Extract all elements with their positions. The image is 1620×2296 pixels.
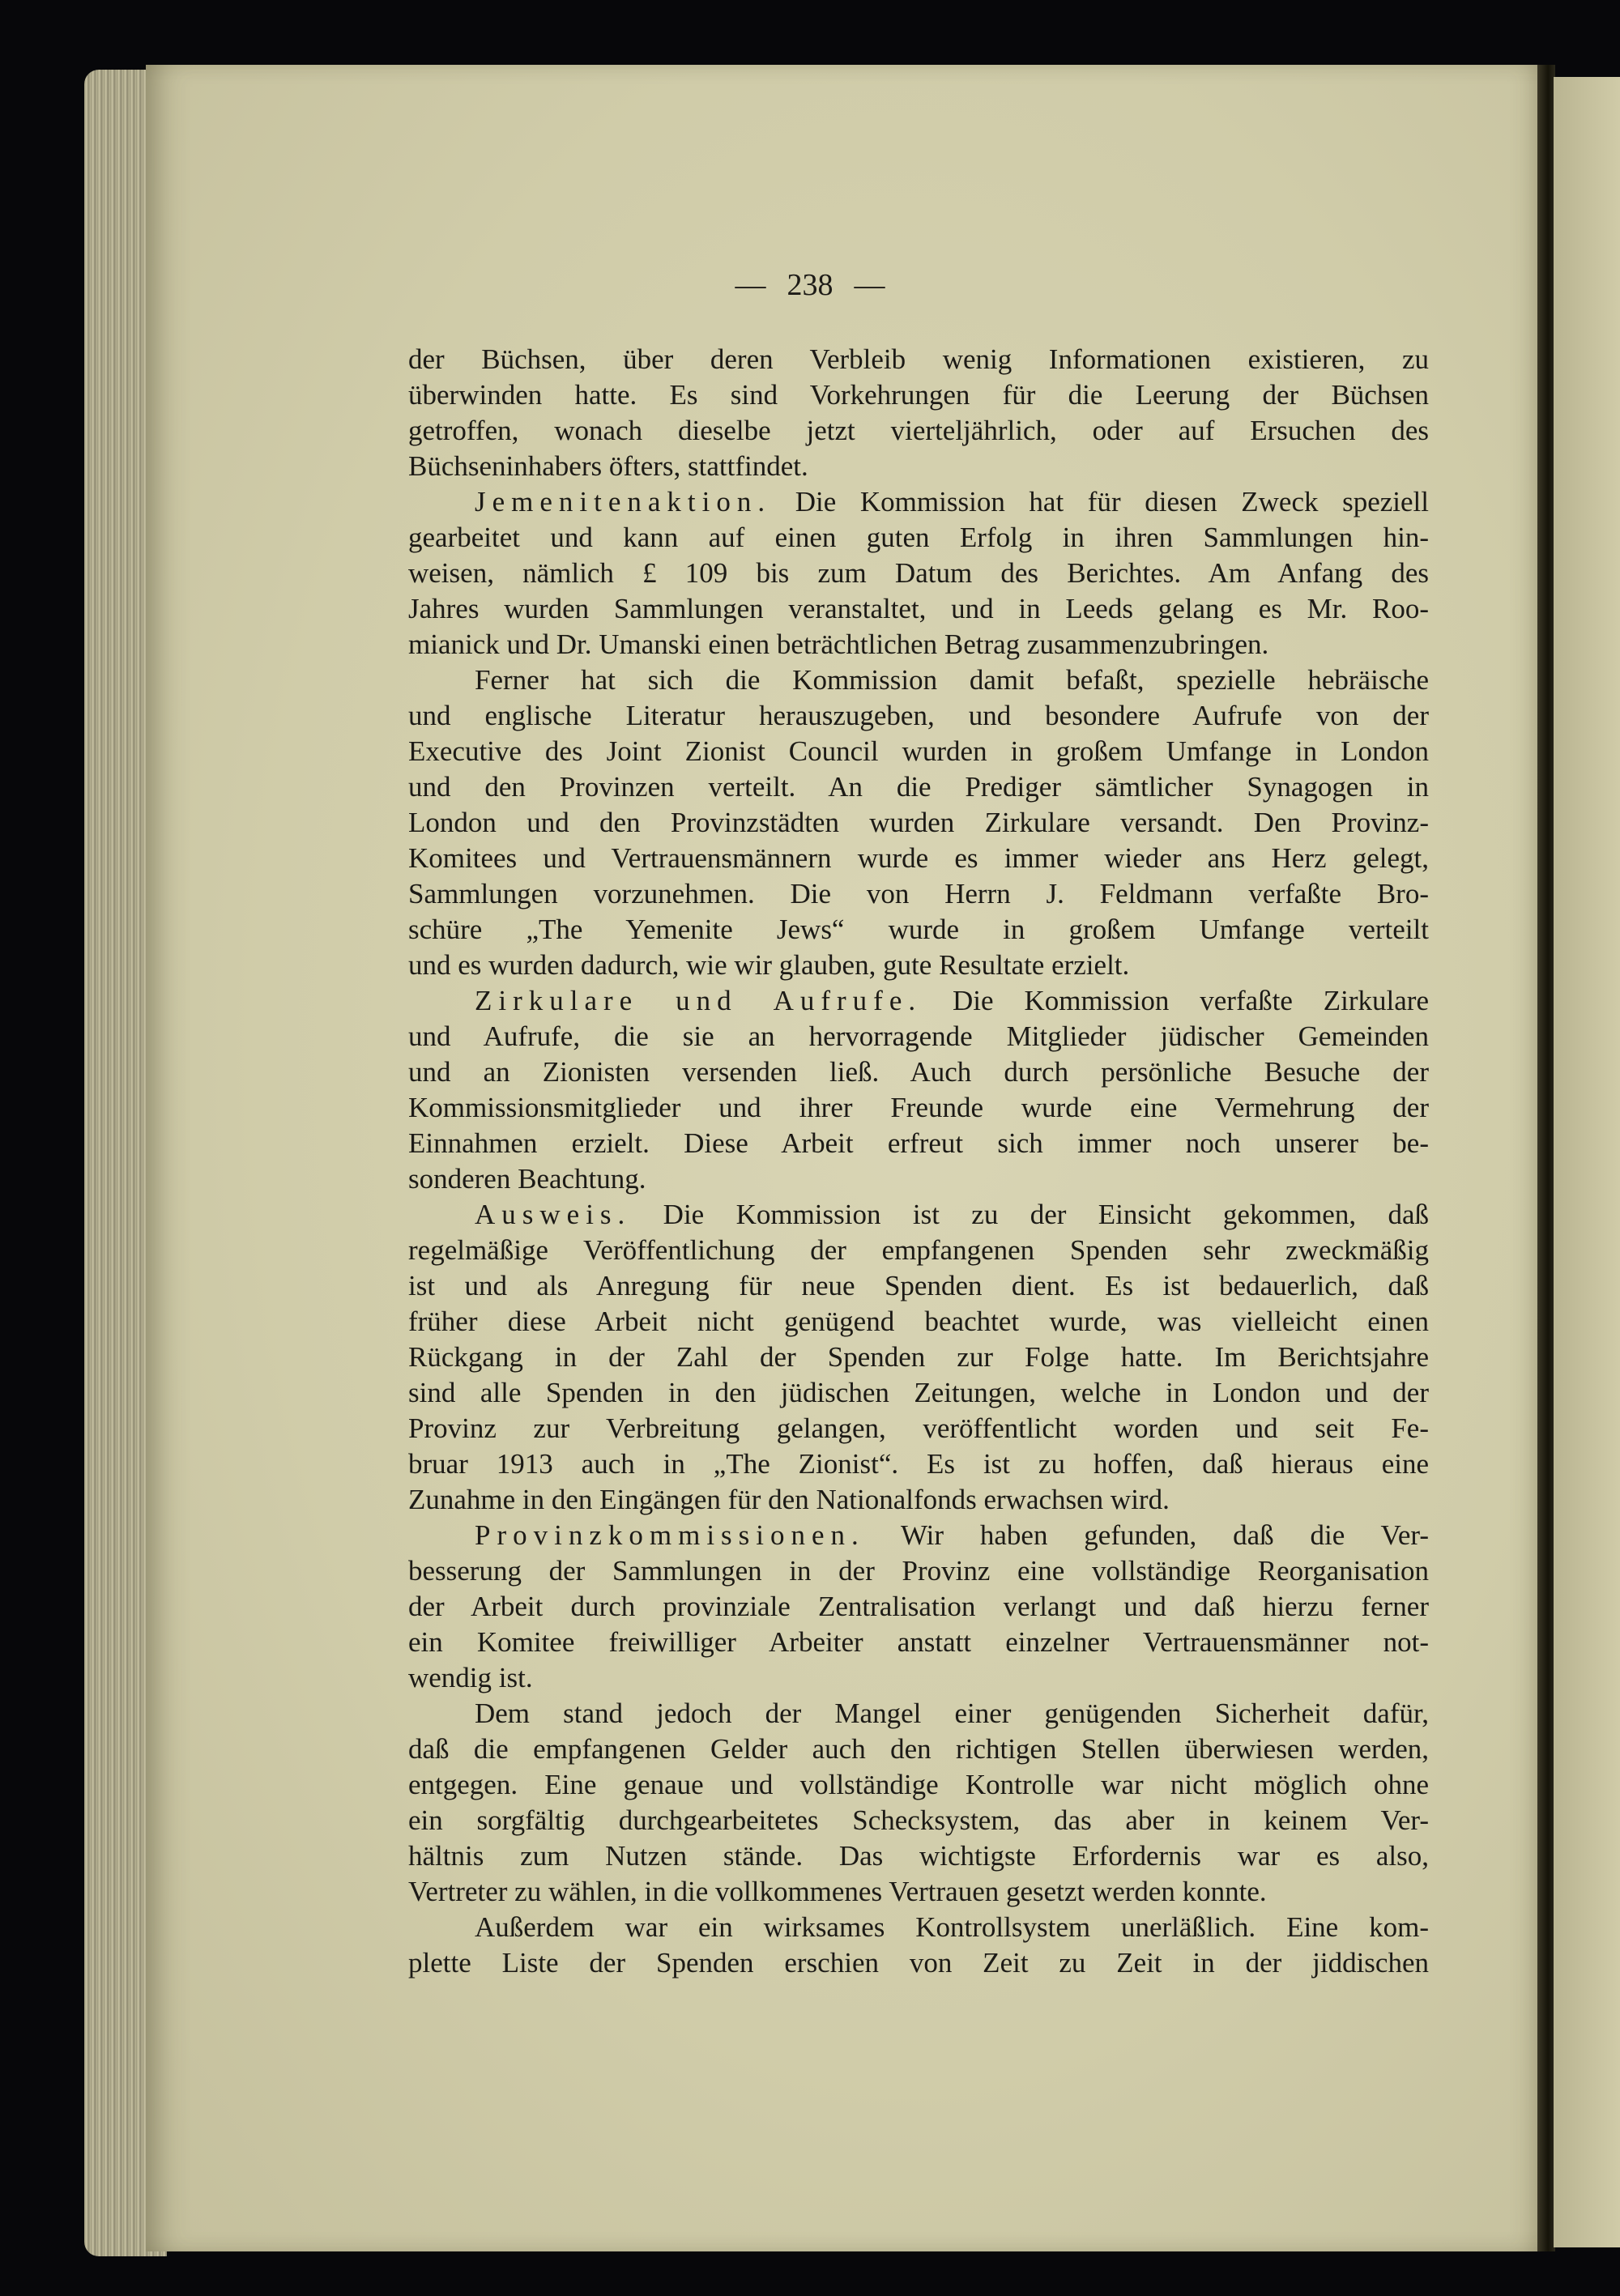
- section-heading-zirkulare: Zirkulare und Aufrufe.: [475, 985, 923, 1016]
- section-heading-ausweis: Ausweis.: [475, 1199, 632, 1230]
- text-line: Executive des Joint Zionist Council wurden in großem Umfange in London: [408, 735, 1429, 767]
- text-line: Sammlungen vorzunehmen. Die von Herrn J. Feldmann verfaßte Bro-: [408, 878, 1429, 909]
- text-line: besserung der Sammlungen in der Provinz eine vollständige Reorganisation: [408, 1555, 1429, 1587]
- text-line: [408, 484, 1429, 520]
- text-fragment: Die Kommission ist zu der Einsicht gekommen, daß: [631, 1199, 1429, 1230]
- text-fragment: Wir haben gefunden, daß die Ver-: [864, 1519, 1429, 1551]
- text-line: der Büchsen, über deren Verbleib wenig Informationen existieren, zu: [408, 343, 1429, 375]
- text-line: sonderen Beachtung.: [408, 1163, 646, 1195]
- text-line: Jahres wurden Sammlungen veranstaltet, und in Leeds gelang es Mr. Roo-: [408, 593, 1429, 624]
- text-line: und an Zionisten versenden ließ. Auch durch persönliche Besuche der: [408, 1056, 1429, 1088]
- text-line: früher diese Arbeit nicht genügend beachtet wurde, was vielleicht einen: [408, 1306, 1429, 1337]
- facing-page-edge: [1554, 77, 1620, 2247]
- text-fragment: Die Kommission hat für diesen Zweck speziell: [771, 486, 1429, 518]
- text-line: [408, 1197, 1429, 1233]
- text-line: plette Liste der Spenden erschien von Zeit zu Zeit in der jiddischen: [408, 1947, 1429, 1979]
- text-line: Rückgang in der Zahl der Spenden zur Folge hatte. Im Berichtsjahre: [408, 1341, 1429, 1373]
- text-line: getroffen, wonach dieselbe jetzt vierteljährlich, oder auf Ersuchen des: [408, 415, 1429, 446]
- text-line: Vertreter zu wählen, in die vollkommenes Vertrauen gesetzt werden konnte.: [408, 1876, 1267, 1907]
- text-line: Provinz zur Verbreitung gelangen, veröffentlicht worden und seit Fe-: [408, 1412, 1429, 1444]
- text-line: [408, 983, 1429, 1019]
- text-line: regelmäßige Veröffentlichung der empfangenen Spenden sehr zweckmäßig: [408, 1234, 1429, 1266]
- text-line: der Arbeit durch provinziale Zentralisation verlangt und daß hierzu ferner: [408, 1591, 1429, 1622]
- text-line: [408, 1518, 1429, 1553]
- text-line: daß die empfangenen Gelder auch den richtigen Stellen überwiesen werden,: [408, 1733, 1429, 1765]
- text-line: Büchseninhabers öfters, stattfindet.: [408, 450, 808, 482]
- body-text: [408, 342, 1429, 1981]
- text-line: gearbeitet und kann auf einen guten Erfolg in ihren Sammlungen hin-: [408, 522, 1429, 553]
- section-heading-jemenitenaktion: Jemenitenaktion.: [475, 486, 772, 518]
- text-line: Zunahme in den Eingängen für den Nationalfonds erwachsen wird.: [408, 1484, 1170, 1515]
- text-line: und Aufrufe, die sie an hervorragende Mitglieder jüdischer Gemeinden: [408, 1020, 1429, 1052]
- text-line: bruar 1913 auch in „The Zionist“. Es ist zu hoffen, daß hieraus eine: [408, 1448, 1429, 1480]
- text-line: weisen, nämlich £ 109 bis zum Datum des Berichtes. Am Anfang des: [408, 557, 1429, 589]
- page-number-dash-right: —: [854, 268, 885, 302]
- text-line: ist und als Anregung für neue Spenden dient. Es ist bedauerlich, daß: [408, 1270, 1429, 1301]
- text-line: und es wurden dadurch, wie wir glauben, gute Resultate erzielt.: [408, 949, 1130, 981]
- text-line: ein Komitee freiwilliger Arbeiter anstatt einzelner Vertrauensmänner not-: [408, 1626, 1429, 1658]
- text-line: Komitees und Vertrauensmännern wurde es immer wieder ans Herz gelegt,: [408, 842, 1429, 874]
- text-fragment: Die Kommission verfaßte Zirkulare: [922, 985, 1429, 1016]
- text-line: schüre „The Yemenite Jews“ wurde in großem Umfange verteilt: [408, 914, 1429, 945]
- text-line: mianick und Dr. Umanski einen beträchtlichen Betrag zusammenzubringen.: [408, 628, 1269, 660]
- text-line: hältnis zum Nutzen stände. Das wichtigste Erfordernis war es also,: [408, 1840, 1429, 1872]
- text-line: überwinden hatte. Es sind Vorkehrungen für die Leerung der Büchsen: [408, 379, 1429, 411]
- text-line: Kommissionsmitglieder und ihrer Freunde wurde eine Vermehrung der: [408, 1092, 1429, 1123]
- section-heading-provinzkommissionen: Provinzkommissionen.: [475, 1519, 865, 1551]
- text-line: und den Provinzen verteilt. An die Prediger sämtlicher Synagogen in: [408, 771, 1429, 803]
- text-line: entgegen. Eine genaue und vollständige Kontrolle war nicht möglich ohne: [408, 1769, 1429, 1800]
- text-line: wendig ist.: [408, 1662, 533, 1693]
- text-line: ein sorgfältig durchgearbeitetes Schecksystem, das aber in keinem Ver-: [408, 1804, 1429, 1836]
- text-line: und englische Literatur herauszugeben, und besondere Aufrufe von der: [408, 700, 1429, 731]
- book-gutter: [1537, 65, 1555, 2251]
- page-number-dash-left: —: [735, 268, 766, 302]
- text-line: Dem stand jedoch der Mangel einer genügenden Sicherheit dafür,: [475, 1698, 1429, 1729]
- page-number: 238: [787, 268, 833, 302]
- page-number-header: [0, 267, 1620, 303]
- text-line: Einnahmen erzielt. Diese Arbeit erfreut sich immer noch unserer be-: [408, 1127, 1429, 1159]
- text-line: Außerdem war ein wirksames Kontrollsystem unerläßlich. Eine kom-: [475, 1911, 1429, 1943]
- text-line: sind alle Spenden in den jüdischen Zeitungen, welche in London und der: [408, 1377, 1429, 1408]
- text-line: Ferner hat sich die Kommission damit befaßt, spezielle hebräische: [475, 664, 1429, 696]
- text-line: London und den Provinzstädten wurden Zirkulare versandt. Den Provinz-: [408, 807, 1429, 838]
